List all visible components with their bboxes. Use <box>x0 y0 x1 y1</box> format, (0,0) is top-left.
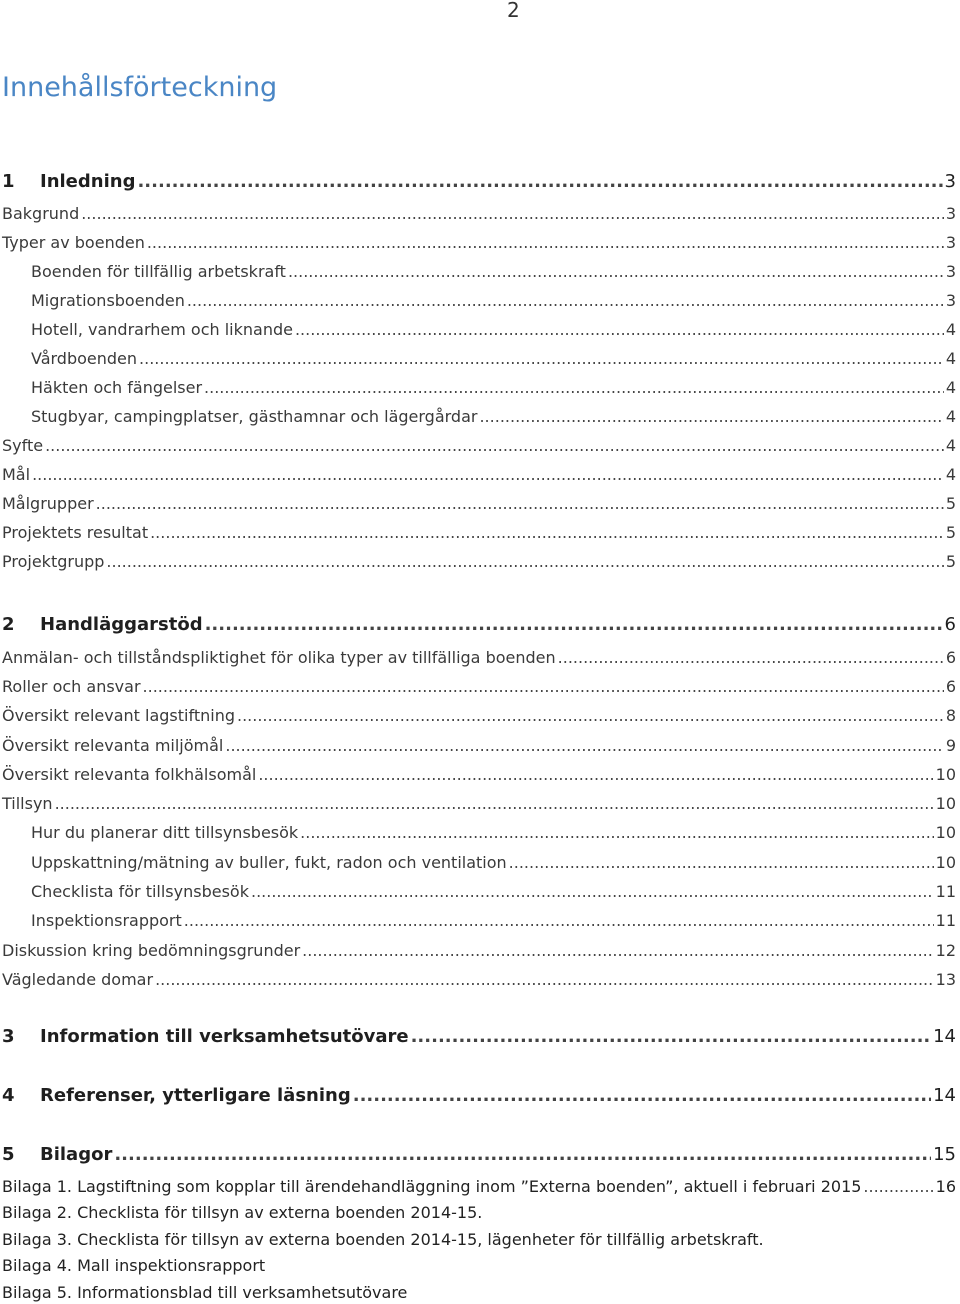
entry-title: Hur du planerar ditt tillsynsbesök <box>31 823 299 842</box>
toc-entry[interactable] <box>31 846 956 872</box>
dot-leader <box>302 941 933 960</box>
dot-leader <box>353 1085 931 1106</box>
toc-entry[interactable] <box>31 342 956 368</box>
toc-entry[interactable] <box>2 729 956 755</box>
entry-page: 4 <box>945 349 956 368</box>
entry-page: 11 <box>935 911 956 930</box>
toc-entry[interactable] <box>31 284 956 310</box>
entry-title: Bilaga 1. Lagstiftning som kopplar till ärendehandläggning inom ”Externa boenden”, aktuell i februari 2015 <box>2 1177 862 1196</box>
dot-leader <box>411 1026 932 1047</box>
page-number: 2 <box>507 0 520 22</box>
dot-leader <box>184 911 934 930</box>
toc-entry[interactable] <box>2 787 956 813</box>
entry-page: 3 <box>945 291 956 310</box>
entry-title: Stugbyar, campingplatser, gästhamnar och lägergårdar <box>31 407 478 426</box>
entry-title: Uppskattning/mätning av buller, fukt, radon och ventilation <box>31 853 507 872</box>
dot-leader <box>479 407 943 426</box>
dot-leader <box>114 1144 931 1165</box>
entry-title: Häkten och fängelser <box>31 378 203 397</box>
entry-page: 3 <box>945 262 956 281</box>
toc-entry-appendix[interactable] <box>2 1170 956 1196</box>
entry-title: Handläggarstöd <box>40 614 203 635</box>
entry-title: Anmälan- och tillståndspliktighet för olika typer av tillfälliga boenden <box>2 648 556 667</box>
entry-page: 4 <box>945 465 956 484</box>
dot-leader <box>147 233 944 252</box>
entry-page: 8 <box>945 706 956 725</box>
entry-page: 15 <box>933 1144 956 1165</box>
entry-page: 14 <box>933 1026 956 1047</box>
entry-page: 3 <box>944 171 956 192</box>
entry-page: 14 <box>933 1085 956 1106</box>
entry-title: Översikt relevanta miljömål <box>2 736 224 755</box>
entry-page: 4 <box>945 436 956 455</box>
dot-leader <box>863 1177 933 1196</box>
entry-page: 10 <box>935 823 956 842</box>
dot-leader <box>288 262 944 281</box>
entry-page: 13 <box>935 970 956 989</box>
toc-entry-chapter[interactable] <box>2 609 956 635</box>
toc-entry[interactable] <box>2 429 956 455</box>
dot-leader <box>225 736 943 755</box>
toc-entry[interactable] <box>2 641 956 667</box>
toc-entry[interactable] <box>2 934 956 960</box>
entry-title: Projektgrupp <box>2 552 105 571</box>
toc-entry[interactable] <box>2 545 956 571</box>
entry-page: 12 <box>935 941 956 960</box>
entry-title: Inspektionsrapport <box>31 911 182 930</box>
dot-leader <box>204 378 944 397</box>
toc-entry[interactable] <box>31 816 956 842</box>
dot-leader <box>295 320 944 339</box>
dot-leader <box>237 706 944 725</box>
dot-leader <box>187 291 944 310</box>
dot-leader <box>558 648 944 667</box>
entry-title: Inledning <box>40 171 136 192</box>
dot-leader <box>509 853 934 872</box>
entry-page: 6 <box>945 648 956 667</box>
dot-leader <box>205 614 943 635</box>
entry-title: Översikt relevant lagstiftning <box>2 706 235 725</box>
entry-page: 10 <box>935 794 956 813</box>
entry-title: Vägledande domar <box>2 970 154 989</box>
toc-entry-chapter[interactable] <box>2 1139 956 1165</box>
entry-page: 5 <box>945 552 956 571</box>
entry-title: Mål <box>2 465 31 484</box>
dot-leader <box>139 349 944 368</box>
appendix-line: Bilaga 5. Informationsblad till verksamhetsutövare <box>2 1283 408 1302</box>
toc-entry[interactable] <box>2 487 956 513</box>
entry-title: Information till verksamhetsutövare <box>40 1026 409 1047</box>
toc-entry[interactable] <box>31 255 956 281</box>
dot-leader <box>106 552 943 571</box>
entry-title: Projektets resultat <box>2 523 149 542</box>
entry-page: 11 <box>935 882 956 901</box>
chapter-number: 3 <box>2 1026 15 1047</box>
dot-leader <box>143 677 944 696</box>
dot-leader <box>258 765 933 784</box>
entry-title: Diskussion kring bedömningsgrunder <box>2 941 301 960</box>
appendix-line: Bilaga 4. Mall inspektionsrapport <box>2 1256 266 1275</box>
entry-page: 16 <box>935 1177 956 1196</box>
entry-page: 3 <box>945 204 956 223</box>
toc-title: Innehållsförteckning <box>2 72 278 103</box>
toc-entry[interactable] <box>2 197 956 223</box>
dot-leader <box>81 204 944 223</box>
entry-title: Översikt relevanta folkhälsomål <box>2 765 257 784</box>
dot-leader <box>137 171 942 192</box>
entry-title: Bakgrund <box>2 204 80 223</box>
entry-page: 5 <box>945 494 956 513</box>
toc-entry[interactable] <box>2 458 956 484</box>
toc-entry[interactable] <box>31 875 956 901</box>
entry-title: Målgrupper <box>2 494 94 513</box>
dot-leader <box>300 823 933 842</box>
entry-title: Typer av boenden <box>2 233 145 252</box>
chapter-number: 4 <box>2 1085 15 1106</box>
entry-page: 4 <box>945 320 956 339</box>
dot-leader <box>55 794 934 813</box>
appendix-line: Bilaga 2. Checklista för tillsyn av externa boenden 2014-15. <box>2 1203 483 1222</box>
entry-title: Hotell, vandrarhem och liknande <box>31 320 293 339</box>
entry-page: 4 <box>945 407 956 426</box>
toc-entry-chapter[interactable] <box>2 1080 956 1106</box>
dot-leader <box>251 882 934 901</box>
entry-title: Boenden för tillfällig arbetskraft <box>31 262 286 281</box>
entry-title: Syfte <box>2 436 44 455</box>
chapter-number: 2 <box>2 614 15 635</box>
dot-leader <box>155 970 934 989</box>
entry-page: 3 <box>945 233 956 252</box>
entry-page: 10 <box>935 853 956 872</box>
toc-entry[interactable] <box>2 226 956 252</box>
entry-page: 6 <box>945 677 956 696</box>
dot-leader <box>96 494 944 513</box>
entry-page: 9 <box>945 736 956 755</box>
entry-title: Tillsyn <box>2 794 53 813</box>
toc-entry[interactable] <box>31 371 956 397</box>
toc-entry[interactable] <box>31 400 956 426</box>
toc-entry[interactable] <box>31 904 956 930</box>
toc-entry[interactable] <box>2 699 956 725</box>
entry-page: 4 <box>945 378 956 397</box>
entry-page: 10 <box>935 765 956 784</box>
toc-entry[interactable] <box>2 670 956 696</box>
toc-entry[interactable] <box>31 313 956 339</box>
entry-page: 6 <box>944 614 956 635</box>
entry-page: 5 <box>945 523 956 542</box>
entry-title: Vårdboenden <box>31 349 138 368</box>
entry-title: Roller och ansvar <box>2 677 141 696</box>
appendix-line: Bilaga 3. Checklista för tillsyn av externa boenden 2014-15, lägenheter för tillfällig arbetskraft. <box>2 1230 764 1249</box>
toc-entry[interactable] <box>2 963 956 989</box>
toc-entry-chapter[interactable] <box>2 166 956 192</box>
toc-entry-chapter[interactable] <box>2 1021 956 1047</box>
entry-title: Referenser, ytterligare läsning <box>40 1085 351 1106</box>
entry-title: Migrationsboenden <box>31 291 185 310</box>
entry-title: Checklista för tillsynsbesök <box>31 882 249 901</box>
dot-leader <box>150 523 944 542</box>
toc-entry[interactable] <box>2 516 956 542</box>
chapter-number: 5 <box>2 1144 15 1165</box>
dot-leader <box>32 465 944 484</box>
dot-leader <box>45 436 944 455</box>
chapter-number: 1 <box>2 171 15 192</box>
entry-title: Bilagor <box>40 1144 113 1165</box>
toc-entry[interactable] <box>2 758 956 784</box>
